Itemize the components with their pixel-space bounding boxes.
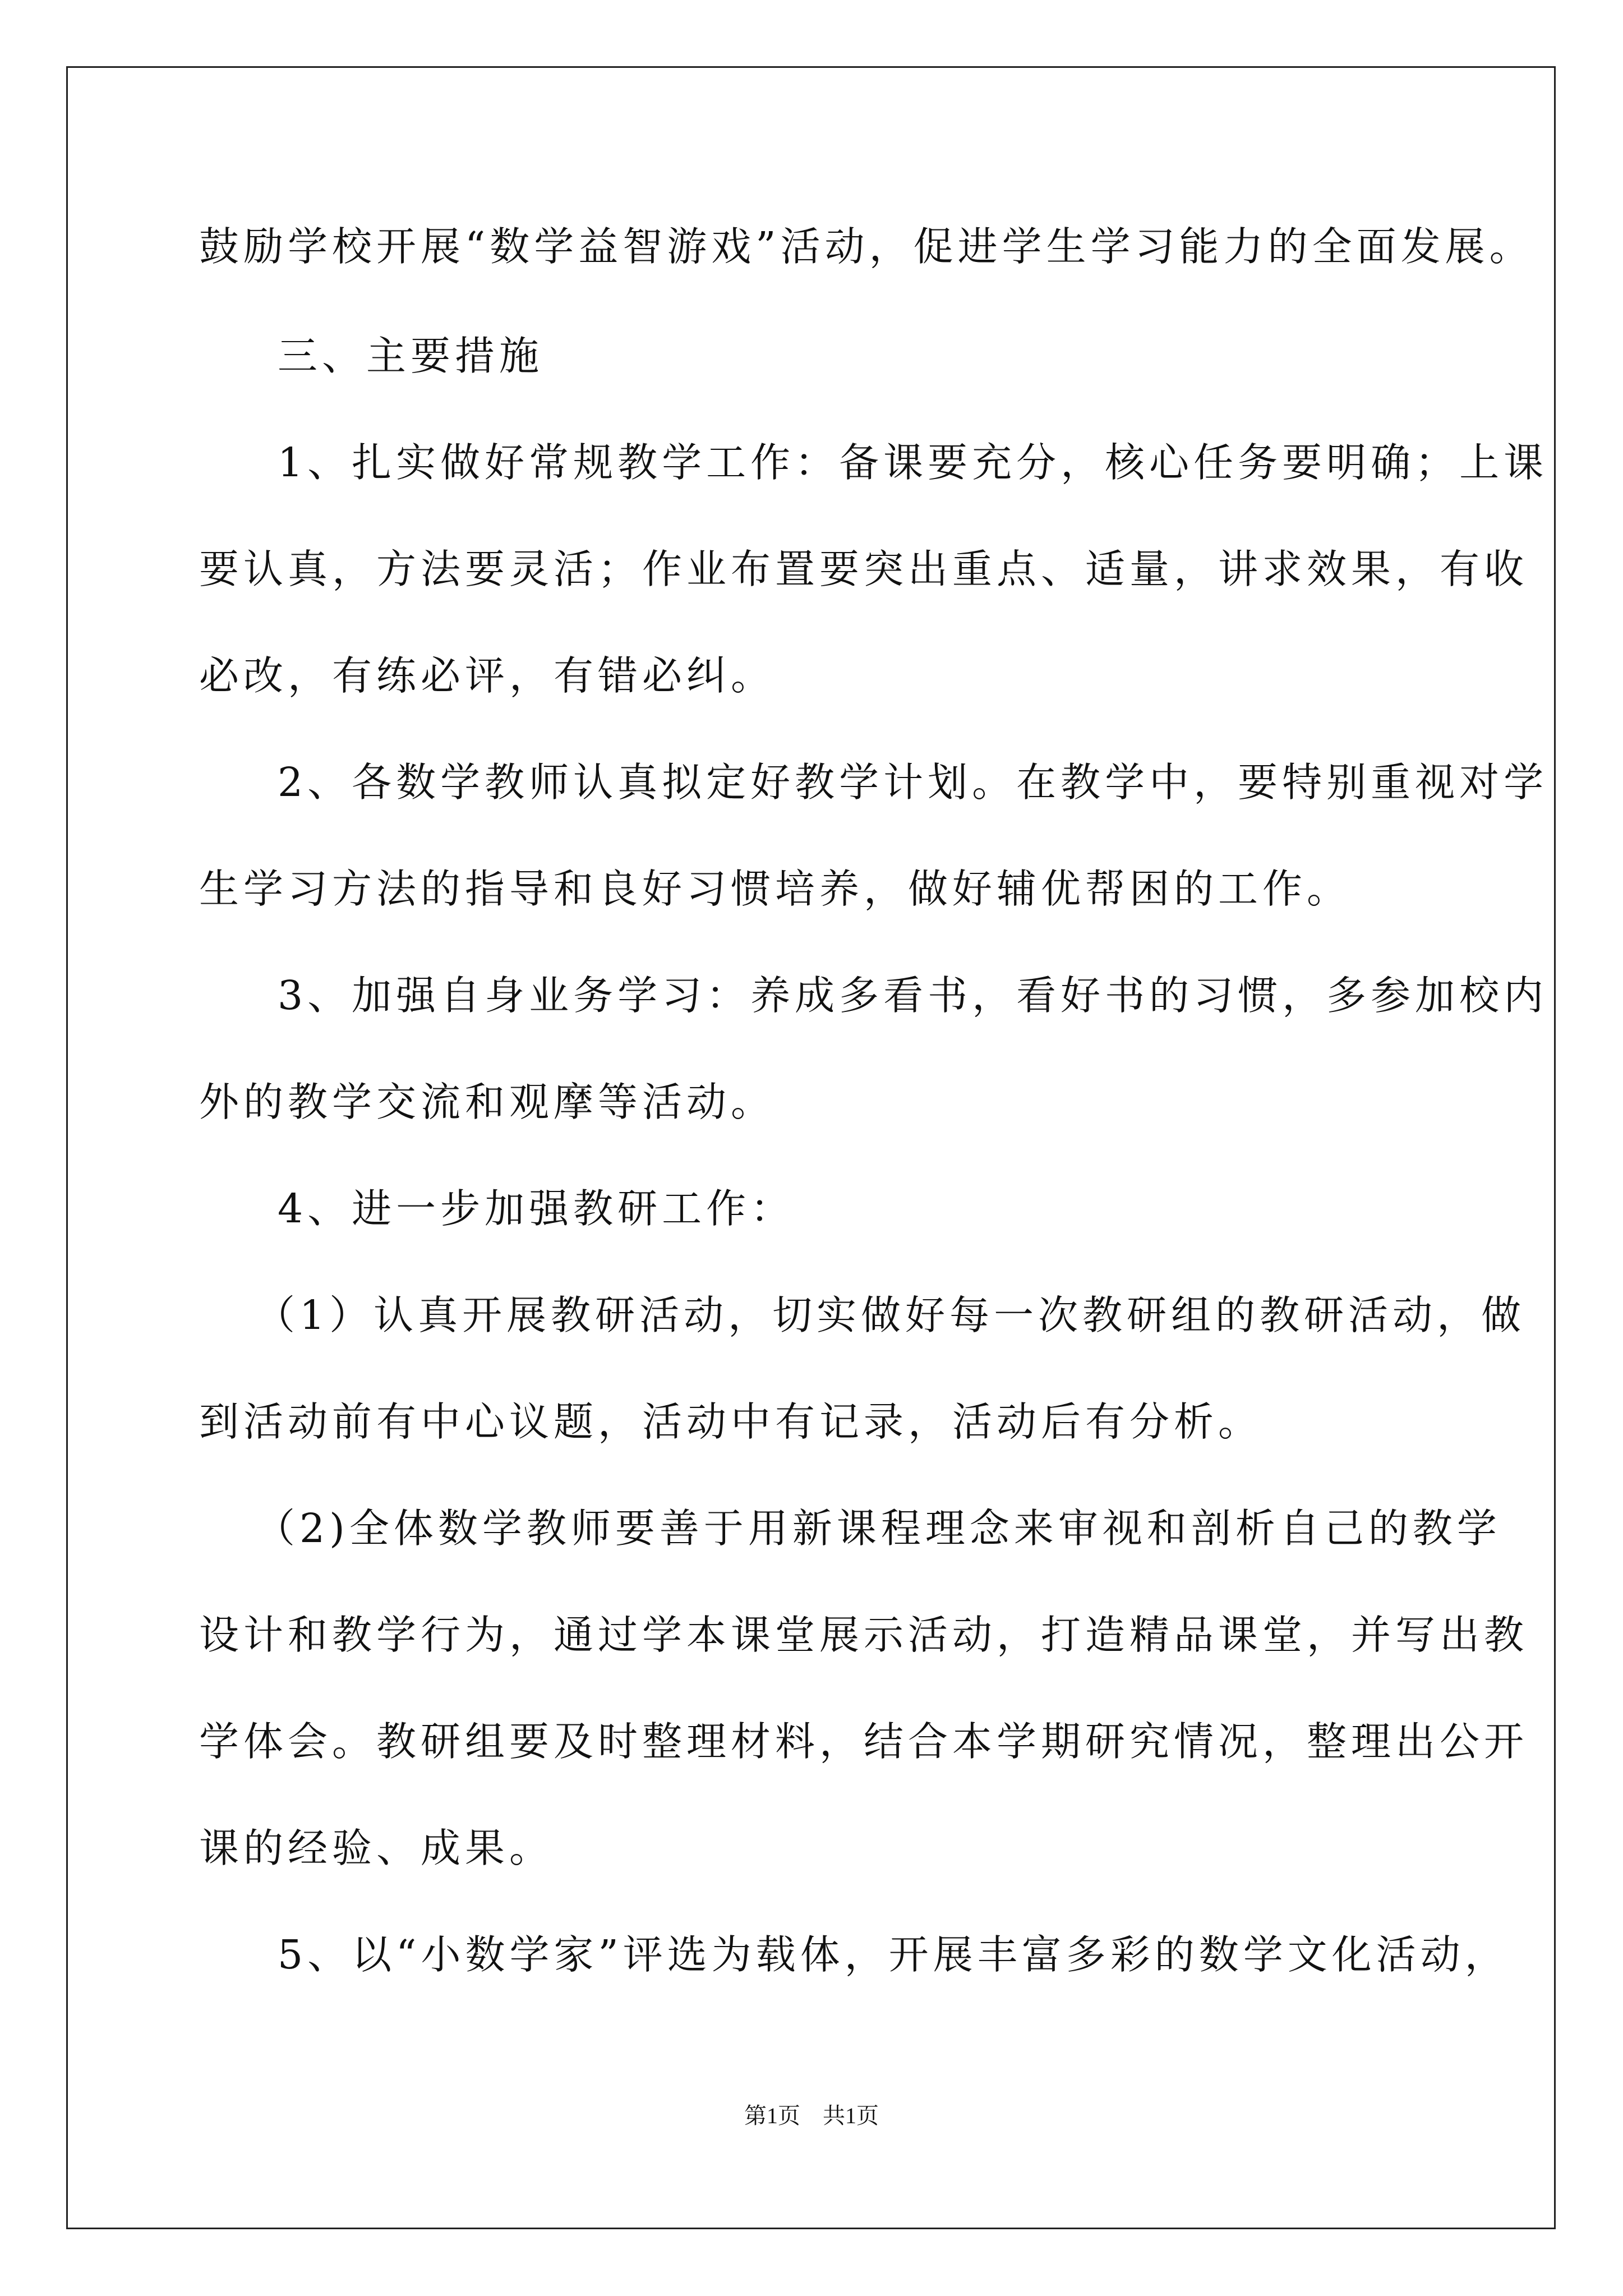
text-line-5: 必改，有练必评，有错必纠。 — [199, 652, 776, 699]
text-line-10: 4、进一步加强教研工作： — [278, 1185, 795, 1232]
text-line-11: （1）认真开展教研活动，切实做好每一次教研组的教研活动，做 — [255, 1292, 1526, 1338]
page-number-footer: 第1页 共1页 — [744, 2103, 879, 2128]
text-line-13: （2)全体数学教师要善于用新课程理念来审视和剖析自己的教学 — [255, 1505, 1501, 1552]
text-line-3: 1、扎实做好常规教学工作：备课要充分，核心任务要明确；上课 — [278, 439, 1548, 486]
text-line-4: 要认真，方法要灵活；作业布置要突出重点、适量，讲求效果，有收 — [199, 546, 1529, 592]
text-line-8: 3、加强自身业务学习：养成多看书，看好书的习惯，多参加校内 — [278, 972, 1548, 1019]
text-line-6: 2、各数学教师认真拟定好教学计划。在教学中，要特别重视对学 — [278, 759, 1548, 806]
text-line-12: 到活动前有中心议题，活动中有记录，活动后有分析。 — [199, 1398, 1263, 1445]
text-line-14: 设计和教学行为，通过学本课堂展示活动，打造精品课堂，并写出教 — [199, 1612, 1529, 1658]
text-line-15: 学体会。教研组要及时整理材料，结合本学期研究情况，整理出公开 — [199, 1718, 1529, 1765]
text-line-1: 鼓励学校开展“数学益智游戏”活动，促进学生学习能力的全面发展。 — [199, 223, 1534, 270]
text-line-7: 生学习方法的指导和良好习惯培养，做好辅优帮困的工作。 — [199, 866, 1352, 912]
text-line-17: 5、以“小数学家”评选为载体，开展丰富多彩的数学文化活动， — [278, 1931, 1509, 1978]
text-line-9: 外的教学交流和观摩等活动。 — [199, 1079, 776, 1125]
text-line-16: 课的经验、成果。 — [199, 1825, 554, 1871]
page-border — [66, 66, 1556, 2229]
section-heading: 三、主要措施 — [278, 333, 544, 379]
